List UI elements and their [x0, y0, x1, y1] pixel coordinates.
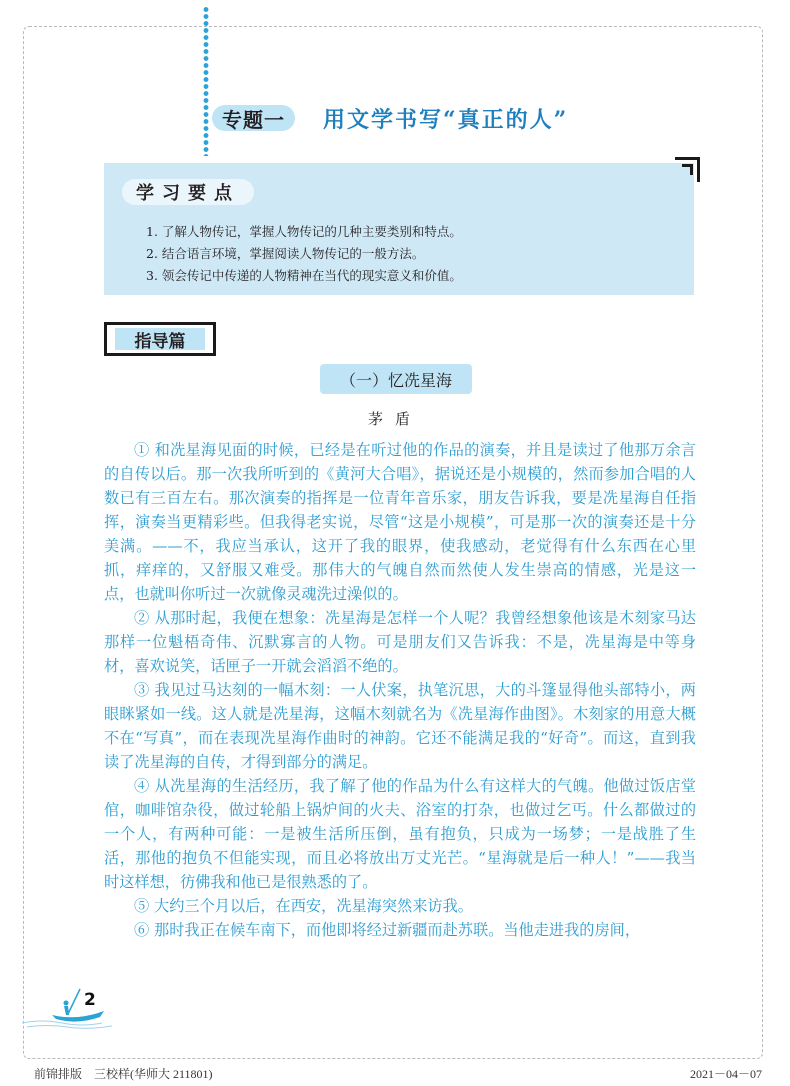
paragraph: ① 和冼星海见面的时候，已经是在听过他的作品的演奏，并且是读过了他那万余言的自传以后。那一次我所听到的《黄河大合唱》，据说还是小规模的，然而参加合唱的人数已有三百左右。那次演奏的指挥是一位青年音乐家，朋友告诉我，要是冼星海自任指挥，演奏当更精彩些。但我得老实说，尽管“这是小规模”，可是那一次的演奏还是十分美满。——不，我应当承认，这开了我的眼界，使我感动，老觉得有什么东西在心里抓，痒痒的，又舒服又难受。那伟大的气魄自然而然使人发生崇高的情感，光是这一点，也就叫你听过一次就像灵魂洗过澡似的。 [104, 441, 696, 603]
topic-header [212, 98, 632, 138]
guide-section-label: 指导篇 [115, 328, 205, 350]
paragraph: ④ 从冼星海的生活经历，我了解了他的作品为什么有这样大的气魄。他做过饭店堂倌，咖啡馆杂役，做过轮船上锅炉间的火夫、浴室的打杂，也做过乞丐。什么都做过的一个人，有两种可能：一是被生活所压倒，虽有抱负，只成为一场梦；一是战胜了生活，那他的抱负不但能实现，而且必将放出万丈光芒。“星海就是后一种人！”——我当时这样想，彷佛我和他已是很熟悉的了。 [104, 777, 696, 891]
paragraph: ⑥ 那时我正在候车南下，而他即将经过新疆而赴苏联。当他走进我的房间， [134, 921, 641, 939]
goal-item: 2. 结合语言环境，掌握阅读人物传记的一般方法。 [146, 246, 425, 261]
guide-section-badge [104, 322, 216, 356]
goal-item: 1. 了解人物传记，掌握人物传记的几种主要类别和特点。 [146, 224, 462, 239]
learning-goals-list [146, 221, 462, 287]
paragraph: ⑤ 大约三个月以后，在西安，冼星海突然来访我。 [134, 897, 473, 915]
footer-date: 2021－04－07 [689, 1067, 762, 1081]
paragraph: ③ 我见过马达刻的一幅木刻：一人伏案，执笔沉思，大的斗篷显得他头部特小，两眼眯紧如一线。这人就是冼星海，这幅木刻就名为《冼星海作曲图》。木刻家的用意大概不在“写真”，而在表现冼星海作曲时的神韵。它还不能满足我的“好奇”。而这，直到我读了冼星海的自传，才得到部分的满足。 [104, 681, 696, 771]
boat-icon [22, 985, 122, 1030]
learning-goals-heading: 学习要点 [122, 179, 254, 205]
learning-goals-box [104, 163, 694, 295]
dotted-decoration [200, 6, 212, 156]
topic-label: 专题一 [212, 105, 295, 131]
article-author: 茅盾 [367, 410, 422, 428]
article-body [104, 438, 696, 942]
paragraph: ② 从那时起，我便在想象：冼星海是怎样一个人呢？我曾经想象他该是木刻家马达那样一位魁梧奇伟、沉默寡言的人物。可是朋友们又告诉我：不是，冼星海是中等身材，喜欢说笑，话匣子一开就会滔滔不绝的。 [104, 609, 696, 675]
footer-print-info: 前锦排版 三校样(华师大 211801) [34, 1067, 213, 1081]
goal-item: 3. 领会传记中传递的人物精神在当代的现实意义和价值。 [146, 268, 462, 283]
page-number: 2 [84, 990, 96, 1010]
topic-title: 用文学书写“真正的人” [323, 106, 569, 133]
corner-ornament-icon [675, 157, 700, 182]
article-title: （一）忆冼星海 [320, 364, 472, 394]
